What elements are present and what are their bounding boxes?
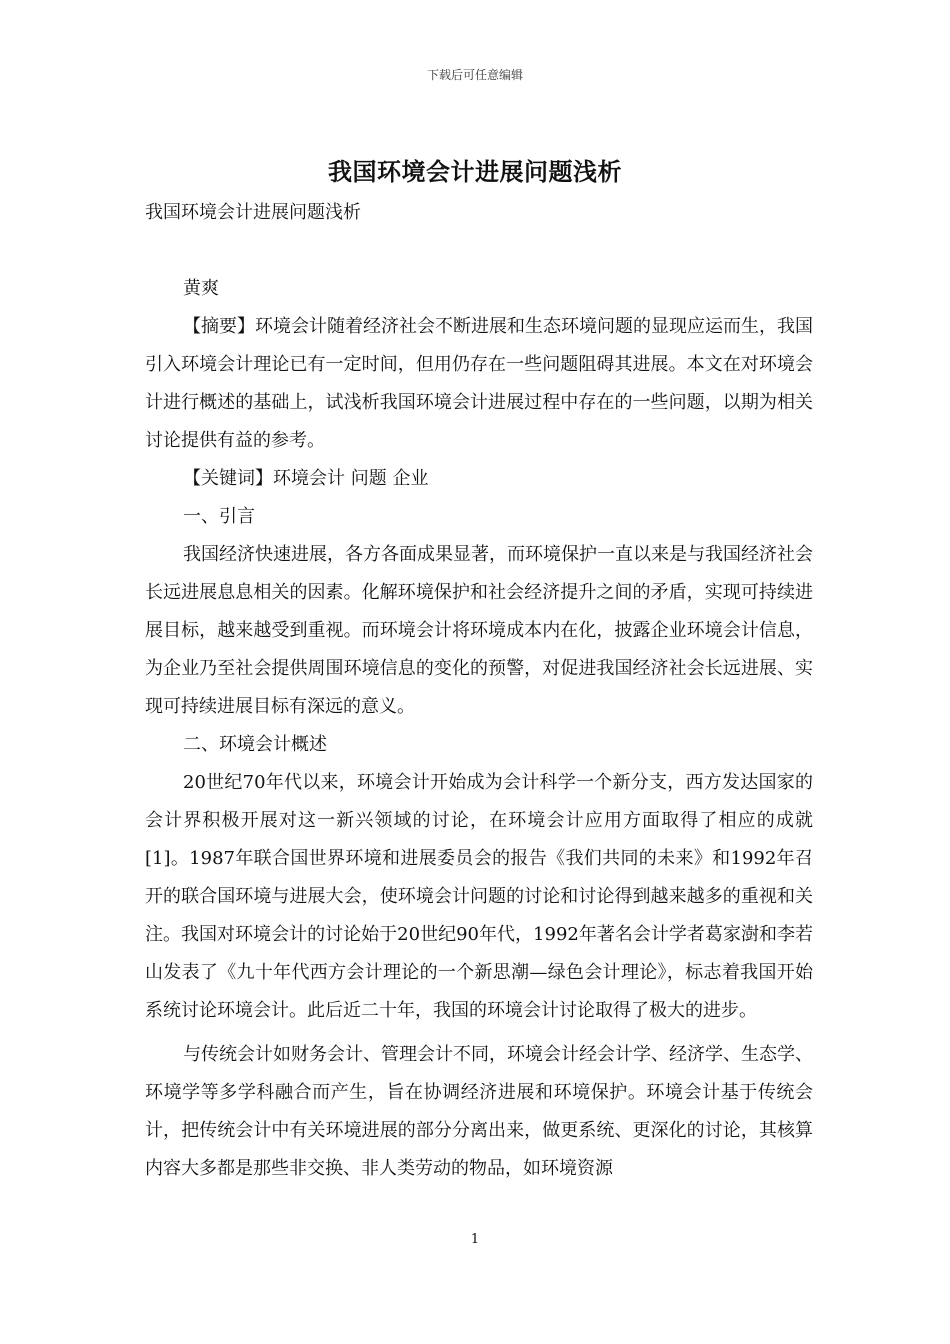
- overview-paragraph-2: 与传统会计如财务会计、管理会计不同，环境会计经会计学、经济学、生态学、环境学等多学科融合而产生，旨在协调经济进展和环境保护。环境会计基于传统会计，把传统会计中有关环境进展的部分分离出来，做更系统、更深化的讨论，其核算内容大多都是那些非交换、非人类劳动的物品，如环境资源: [145, 1044, 813, 1179]
- document-subtitle: 我国环境会计进展问题浅析: [145, 202, 361, 223]
- section-heading-introduction: 一、引言: [183, 506, 255, 527]
- author-name: 黄爽: [183, 278, 219, 299]
- page-number: 1: [470, 1232, 480, 1247]
- page-header-note: 下载后可任意编辑: [426, 68, 523, 82]
- abstract-paragraph: 【摘要】环境会计随着经济社会不断进展和生态环境问题的显现应运而生，我国引入环境会计理论已有一定时间，但用仍存在一些问题阻碍其进展。本文在对环境会计进行概述的基础上，试浅析我国环境会计进展过程中存在的一些问题，以期为相关讨论提供有益的参考。: [145, 316, 813, 451]
- keywords-line: 【关键词】环境会计 问题 企业: [183, 468, 429, 489]
- document-title: 我国环境会计进展问题浅析: [328, 157, 622, 186]
- document-body: [145, 194, 813, 1188]
- section-heading-overview: 二、环境会计概述: [183, 734, 327, 755]
- introduction-paragraph: 我国经济快速进展，各方各面成果显著，而环境保护一直以来是与我国经济社会长远进展息息相关的因素。化解环境保护和社会经济提升之间的矛盾，实现可持续进展目标，越来越受到重视。而环境会计将环境成本内在化，披露企业环境会计信息，为企业乃至社会提供周围环境信息的变化的预警，对促进我国经济社会长远进展、实现可持续进展目标有深远的意义。: [145, 544, 813, 717]
- overview-paragraph-1: 20世纪70年代以来，环境会计开始成为会计科学一个新分支，西方发达国家的会计界积极开展对这一新兴领域的讨论，在环境会计应用方面取得了相应的成就[1]。1987年联合国世界环境和进展委员会的报告《我们共同的未来》和1992年召开的联合国环境与进展大会，使环境会计问题的讨论和讨论得到越来越多的重视和关注。我国对环境会计的讨论始于20世纪90年代，1992年著名会计学者葛家澍和李若山发表了《九十年代西方会计理论的一个新思潮—绿色会计理论》，标志着我国开始系统讨论环境会计。此后近二十年，我国的环境会计讨论取得了极大的进步。: [145, 772, 813, 1021]
